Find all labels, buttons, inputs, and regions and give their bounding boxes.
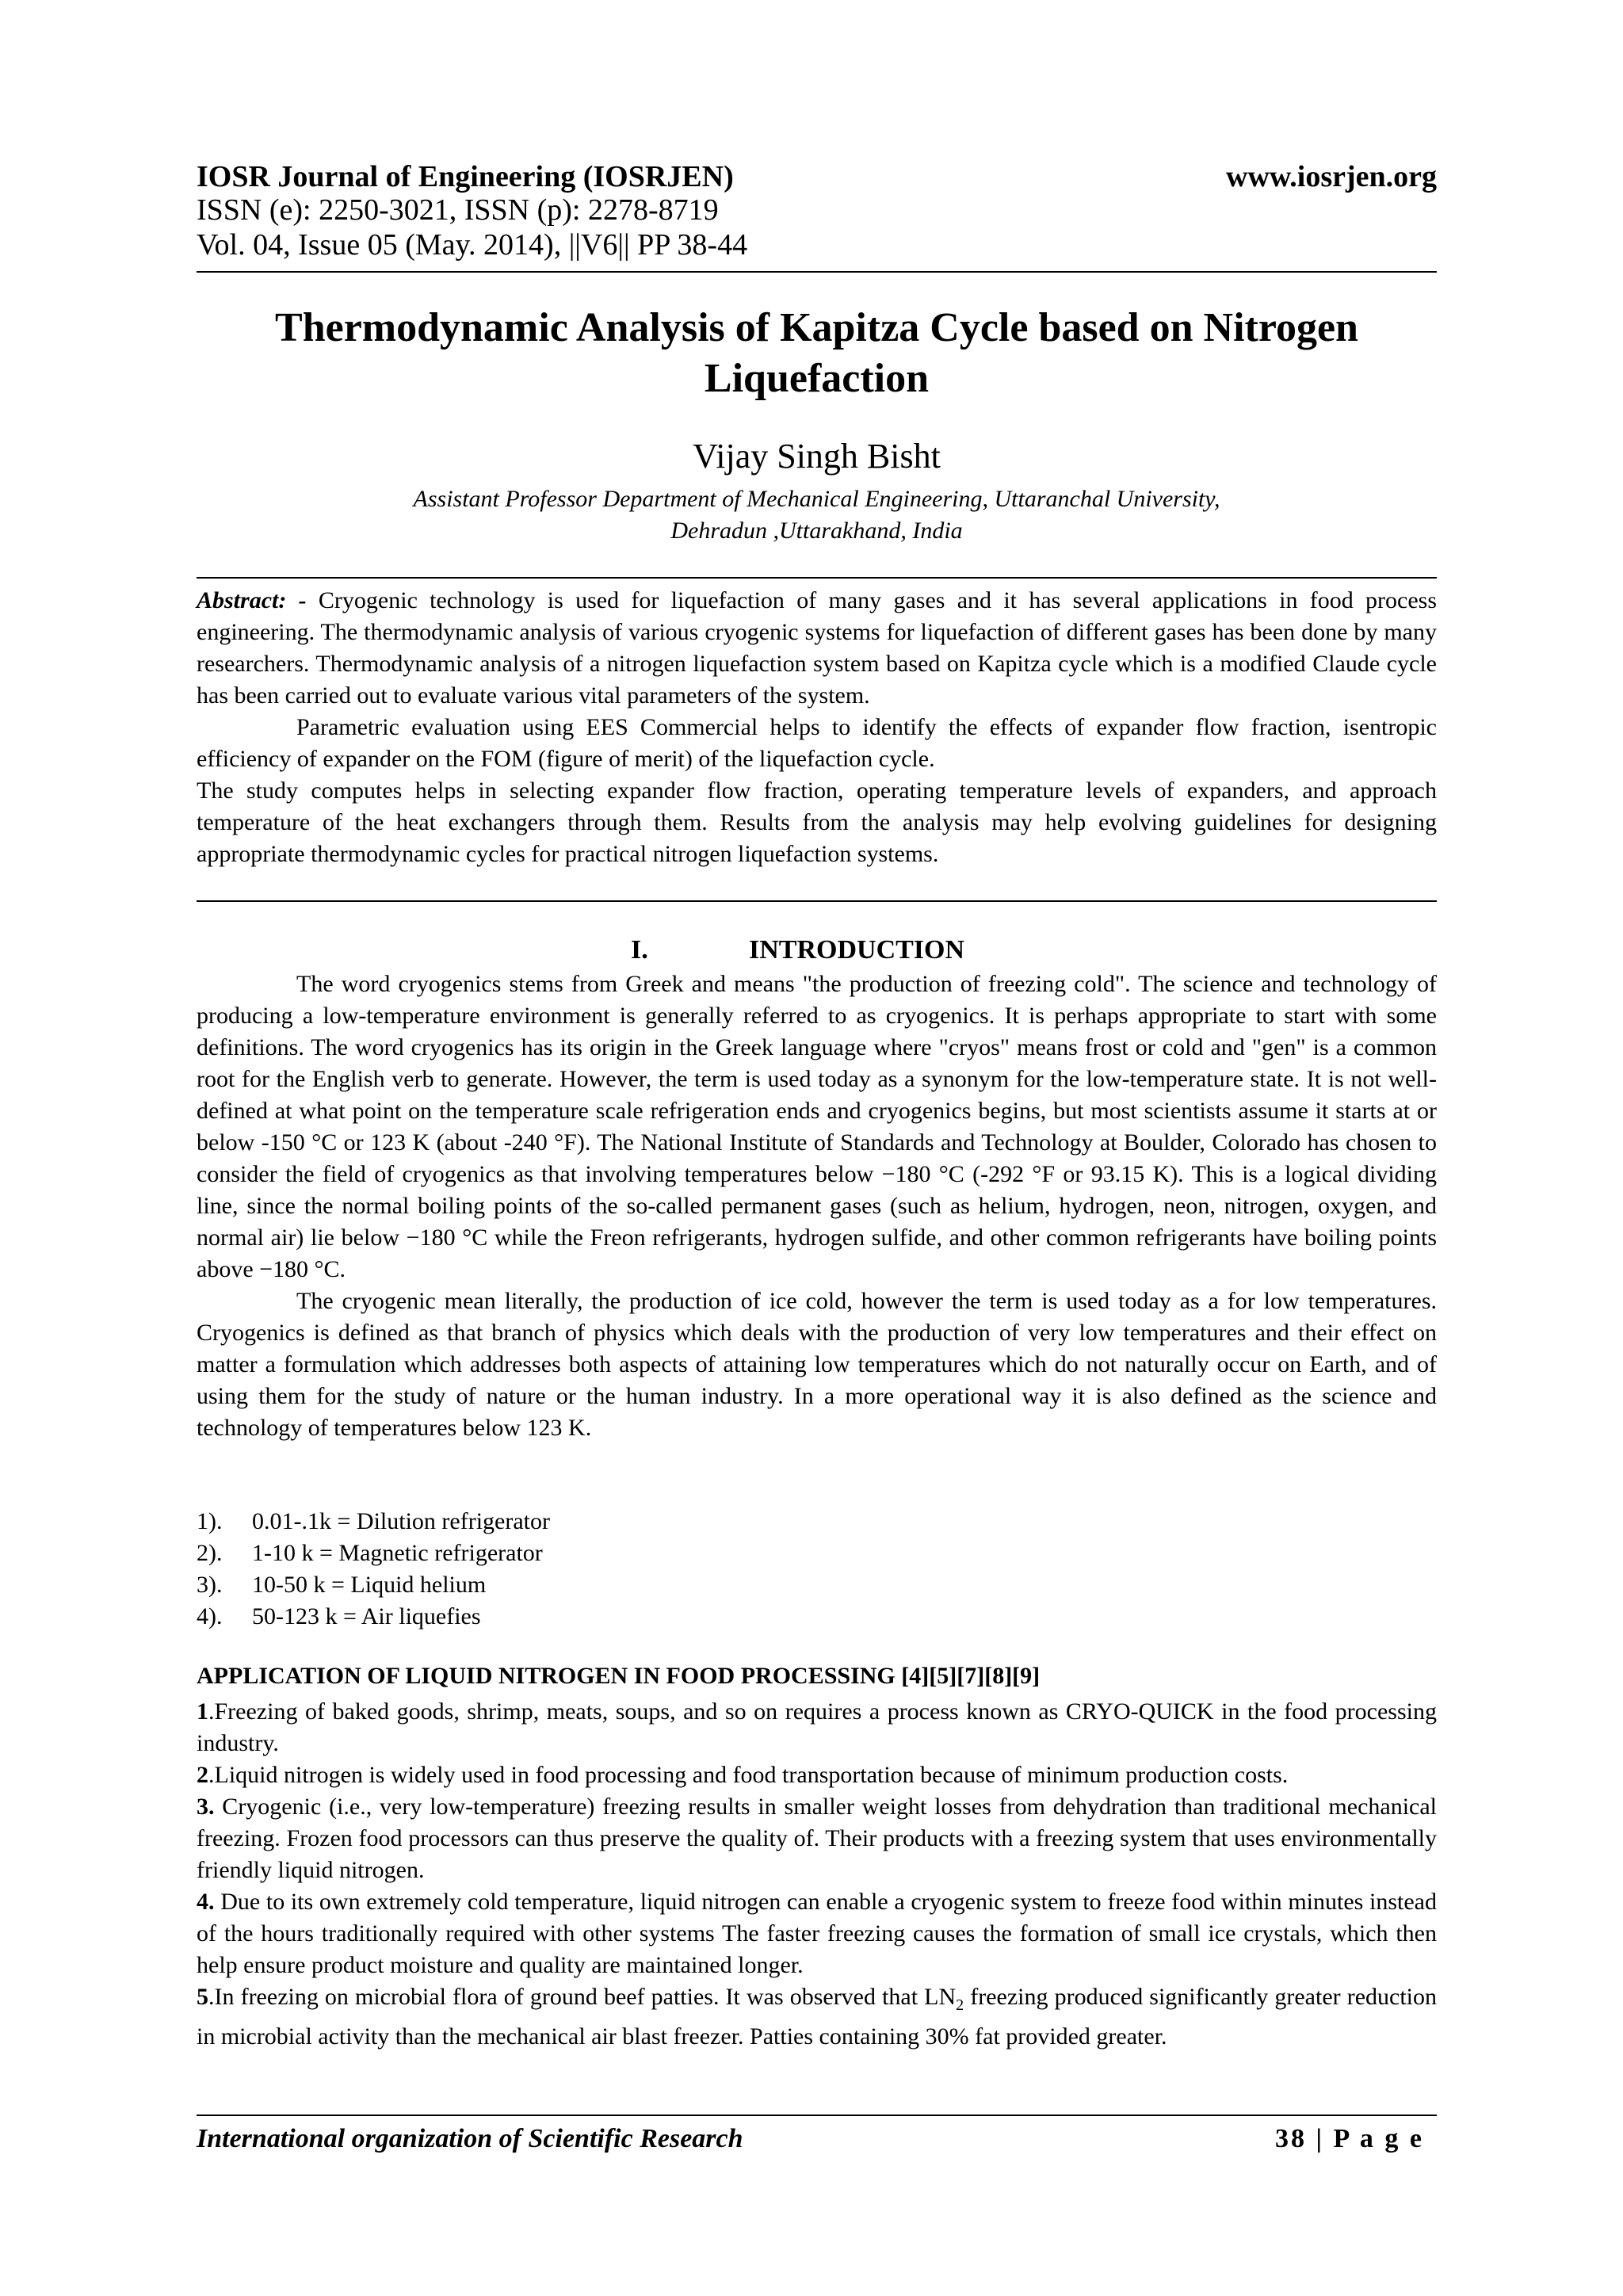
footer-organization: International organization of Scientific Research: [197, 2124, 743, 2153]
abstract-para-3: The study computes helps in selecting expander flow fraction, operating temperature levels of expanders, and approach temperature of the heat exchangers through them. Results from the analysis may help evolving guidelines for designing appropriate thermodynamic cycles for practical nitrogen liquefaction systems.: [197, 777, 1437, 867]
abstract-para-2: Parametric evaluation using EES Commercial helps to identify the effects of expander flow fraction, isentropic efficiency of expander on the FOM (figure of merit) of the liquefaction cycle.: [197, 714, 1437, 772]
abstract-bottom-rule: [197, 900, 1437, 902]
section-number: I.: [631, 935, 648, 965]
list-item: 3). 10-50 k = Liquid helium: [197, 1572, 487, 1598]
header-rule: [197, 271, 1437, 273]
title-line-2: Liquefaction: [704, 356, 930, 401]
application-item-3: 3. Cryogenic (i.e., very low-temperature) freezing results in smaller weight losses from dehydration than traditional mechanical freezing. Frozen food processors can thus preserve the quality of. Their products with a freezing system that uses environmentally friendly liquid nitrogen.: [197, 1794, 1437, 1883]
application-item-2: 2.Liquid nitrogen is widely used in food processing and food transportation because of minimum production costs.: [197, 1762, 1289, 1788]
author-name: Vijay Singh Bisht: [693, 437, 941, 476]
intro-para-1: The word cryogenics stems from Greek and means "the production of freezing cold". The science and technology of producing a low-temperature environment is generally referred to as cryogenics. It is perhaps appropriate to start with some definitions. The word cryogenics has its origin in the Greek language where "cryos" means frost or cold and "gen" is a common root for the English verb to generate. However, the term is used today as a synonym for the low-temperature state. It is not well-defined at what point on the temperature scale refrigeration ends and cryogenics begins, but most scientists assume it starts at or below -150 °C or 123 K (about -240 °F). The National Institute of Standards and Technology at Boulder, Colorado has chosen to consider the field of cryogenics as that involving temperatures below −180 °C (-292 °F or 93.15 K). This is a logical dividing line, since the normal boiling points of the so-called permanent gases (such as helium, hydrogen, neon, nitrogen, oxygen, and normal air) lie below −180 °C while the Freon refrigerants, hydrogen sulfide, and other common refrigerants have boiling points above −180 °C.: [197, 971, 1437, 1282]
abstract-para-1: [197, 585, 1437, 712]
abstract-text-1: Cryogenic technology is used for liquefaction of many gases and it has several applications in food process engineering. The thermodynamic analysis of various cryogenic systems for liquefaction of different gases has been done by many researchers. Thermodynamic analysis of a nitrogen liquefaction system based on Kapitza cycle which is a modified Claude cycle has been carried out to evaluate various vital parameters of the system.: [197, 587, 1437, 709]
list-item: 4). 50-123 k = Air liquefies: [197, 1603, 481, 1629]
footer-rule: [197, 2115, 1437, 2116]
abstract-label: Abstract: -: [197, 587, 307, 613]
intro-para-2: The cryogenic mean literally, the production of ice cold, however the term is used today as a for low temperatures. Cryogenics is defined as that branch of physics which deals with the production of very low temperatures and their effect on matter a formulation which addresses both aspects of attaining low temperatures which do not naturally occur on Earth, and of using them for the study of nature or the human industry. In a more operational way it is also defined as the science and technology of temperatures below 123 K.: [197, 1288, 1437, 1441]
issn-line: ISSN (e): 2250-3021, ISSN (p): 2278-8719: [197, 193, 719, 227]
application-item-4: 4. Due to its own extremely cold temperature, liquid nitrogen can enable a cryogenic system to freeze food within minutes instead of the hours traditionally required with other systems The faster freezing causes the formation of small ice crystals, which then help ensure product moisture and quality are maintained longer.: [197, 1889, 1437, 1978]
application-item-1: 1.Freezing of baked goods, shrimp, meats, soups, and so on requires a process known as CRYO-QUICK in the food processing industry.: [197, 1698, 1437, 1756]
affiliation-line-2: Dehradun ,Uttarakhand, India: [670, 518, 963, 544]
volume-line: Vol. 04, Issue 05 (May. 2014), ||V6|| PP 38-44: [197, 228, 748, 262]
abstract: [197, 585, 1437, 870]
journal-name: IOSR Journal of Engineering (IOSRJEN): [197, 160, 734, 193]
journal-website[interactable]: www.iosrjen.org: [1226, 160, 1437, 193]
applications-body: [197, 1696, 1437, 2053]
title-line-1: Thermodynamic Analysis of Kapitza Cycle based on Nitrogen: [275, 305, 1358, 350]
paper-title: [197, 303, 1437, 404]
applications-heading: APPLICATION OF LIQUID NITROGEN IN FOOD PROCESSING [4][5][7][8][9]: [197, 1663, 1041, 1689]
page-number: 38 | P a g e: [1275, 2124, 1424, 2153]
list-item: 2). 1-10 k = Magnetic refrigerator: [197, 1540, 543, 1566]
abstract-top-rule: [197, 577, 1437, 579]
temperature-range-list: [197, 1506, 550, 1633]
application-item-5: 5.In freezing on microbial flora of ground beef patties. It was observed that $LN_2$ freezing produced significantly greater reduction in microbial activity than the mechanical air blast freezer. Patties containing 30% fat provided greater.: [197, 1984, 1438, 2050]
affiliation-line-1: Assistant Professor Department of Mechanical Engineering, Uttaranchal University,: [413, 486, 1220, 512]
introduction-body: [197, 968, 1437, 1444]
list-item: 1). 0.01-.1k = Dilution refrigerator: [197, 1508, 550, 1534]
author-affiliation: [197, 483, 1437, 547]
section-title: INTRODUCTION: [749, 935, 965, 965]
